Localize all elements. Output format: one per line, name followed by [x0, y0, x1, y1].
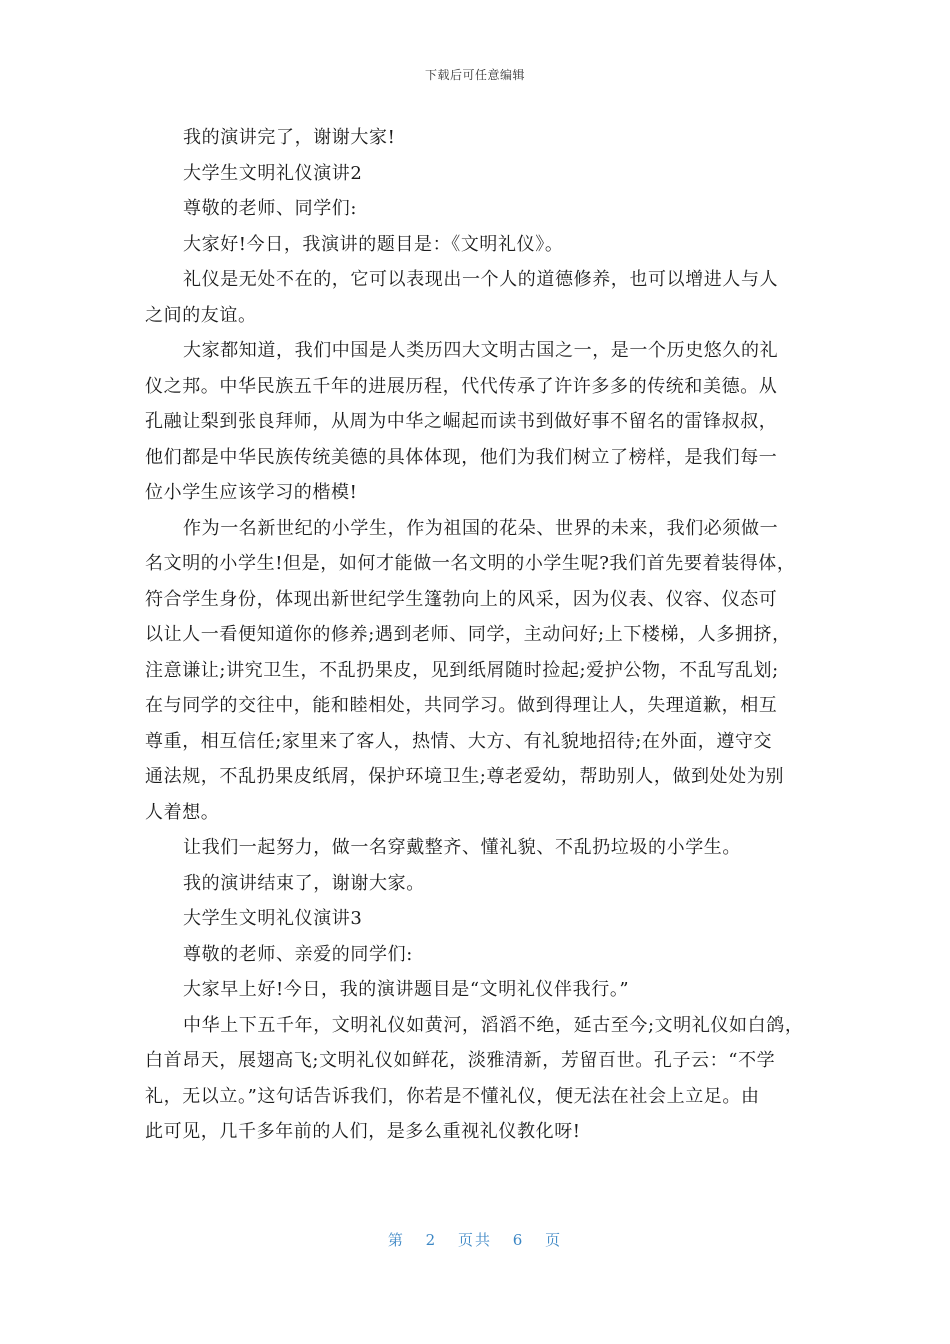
salutation: 尊敬的老师、同学们: [183, 198, 358, 219]
header-note: 下载后可任意编辑 [424, 68, 525, 82]
footer-prefix: 第 [387, 1231, 405, 1249]
paragraph: 我的演讲完了，谢谢大家! [183, 127, 396, 148]
paragraph: 我的演讲结束了，谢谢大家。 [183, 872, 425, 894]
paragraph: 大家早上好!今日，我的演讲题目是“文明礼仪伴我行。” [183, 979, 630, 1000]
page-footer [0, 1229, 950, 1250]
paragraph: 中华上下五千年，文明礼仪如黄河，滔滔不绝，延古至今;文明礼仪如白鸽， 白首昂天，展翅高飞;文明礼仪如鲜花，淡雅清新，芳留百世。孔子云：“不学 礼，无以立。”这句话告诉我们，你若是不懂礼仪，便无法在社会上立足。由 此可见，几千多年前的人们，是多么重视礼仪教化呀! [145, 1014, 804, 1142]
paragraph: 让我们一起努力，做一名穿戴整齐、懂礼貌、不乱扔垃圾的小学生。 [183, 837, 741, 858]
paragraph: 大家都知道，我们中国是人类历四大文明古国之一，是一个历史悠久的礼 仪之邦。中华民族五千年的进展历程，代代传承了许许多多的传统和美德。从 孔融让梨到张良拜师，从周为中华之崛起而读书到做好事不留名的雷锋叔叔， 他们都是中华民族传统美德的具体体现，他们为我们树立了榜样，是我们每一 位小学生应该学习的楷模! [145, 340, 779, 503]
paragraph: 礼仪是无处不在的，它可以表现出一个人的道德修养，也可以增进人与人 之间的友谊。 [145, 269, 779, 326]
paragraph: 作为一名新世纪的小学生，作为祖国的花朵、世界的未来，我们必须做一 名文明的小学生!但是，如何才能做一名文明的小学生呢?我们首先要着装得体， 符合学生身份，体现出新世纪学生篷勃向上的风采，因为仪表、仪容、仪态可 以让人一看便知道你的修养;遇到老师、同学，主动问好;上下楼梯，人多拥挤， 注意谦让;讲究卫生，不乱扔果皮，见到纸屑随时捡起;爱护公物，不乱写乱划; 在与同学的交往中，能和睦相处，共同学习。做到得理让人，失理道歉，相互 尊重，相互信任;家里来了客人，热情、大方、有礼貌地招待;在外面，遵守交 通法规，不乱扔果皮纸屑，保护环境卫生;尊老爱幼，帮助别人，做到处处为别 人着想。 [145, 517, 796, 823]
document-body [145, 120, 805, 1150]
salutation: 尊敬的老师、亲爱的同学们: [183, 943, 413, 965]
footer-middle: 页共 [457, 1231, 492, 1249]
section-heading: 大学生文明礼仪演讲2 [183, 162, 363, 184]
total-pages-number: 6 [512, 1231, 525, 1249]
section-heading: 大学生文明礼仪演讲3 [183, 908, 363, 929]
footer-suffix: 页 [545, 1231, 563, 1249]
paragraph: 大家好!今日，我演讲的题目是：《文明礼仪》。 [183, 233, 564, 255]
current-page-number: 2 [425, 1231, 438, 1249]
